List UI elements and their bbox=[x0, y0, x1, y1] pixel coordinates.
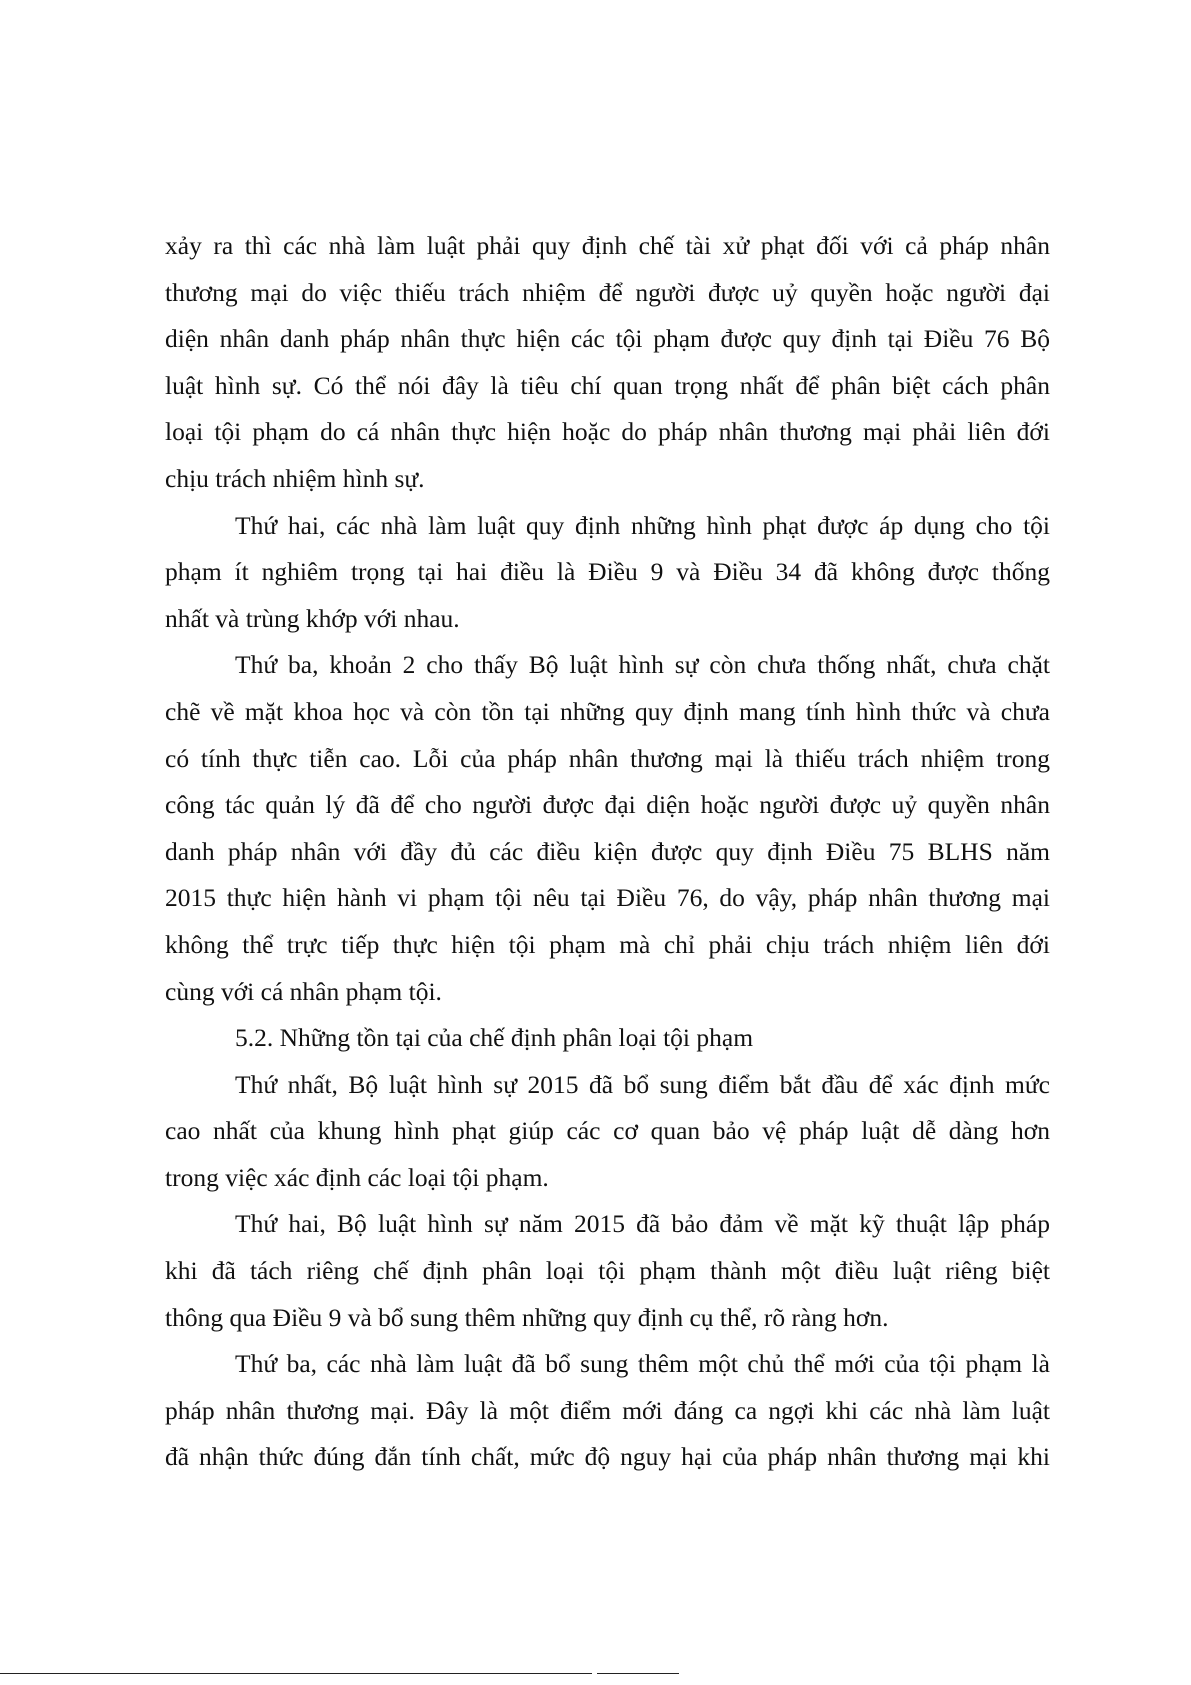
footer-rule bbox=[0, 1673, 592, 1674]
text-line: đã nhận thức đúng đắn tính chất, mức độ nguy hại của pháp nhân thương mại khi bbox=[165, 1442, 1050, 1472]
footer-rule-segment bbox=[597, 1673, 679, 1674]
text-line: cùng với cá nhân phạm tội. bbox=[165, 976, 442, 1006]
text-line: có tính thực tiễn cao. Lỗi của pháp nhân thương mại là thiếu trách nhiệm trong bbox=[165, 743, 1050, 773]
text-line: pháp nhân thương mại. Đây là một điểm mới đáng ca ngợi khi các nhà làm luật bbox=[165, 1395, 1050, 1425]
text-line: thương mại do việc thiếu trách nhiệm để người được uỷ quyền hoặc người đại bbox=[165, 277, 1050, 307]
text-line: diện nhân danh pháp nhân thực hiện các tội phạm được quy định tại Điều 76 Bộ bbox=[165, 324, 1050, 354]
text-line: Thứ hai, Bộ luật hình sự năm 2015 đã bảo đảm về mặt kỹ thuật lập pháp bbox=[235, 1209, 1050, 1239]
text-line: chẽ về mặt khoa học và còn tồn tại những quy định mang tính hình thức và chưa bbox=[165, 696, 1050, 726]
text-line: Thứ hai, các nhà làm luật quy định những hình phạt được áp dụng cho tội bbox=[235, 510, 1050, 540]
text-line: cao nhất của khung hình phạt giúp các cơ quan bảo vệ pháp luật dễ dàng hơn bbox=[165, 1116, 1050, 1146]
text-line: Thứ ba, khoản 2 cho thấy Bộ luật hình sự còn chưa thống nhất, chưa chặt bbox=[235, 650, 1050, 680]
text-line: công tác quản lý đã để cho người được đại diện hoặc người được uỷ quyền nhân bbox=[165, 790, 1050, 820]
section-heading: 5.2. Những tồn tại của chế định phân loại tội phạm bbox=[235, 1023, 754, 1053]
text-line: loại tội phạm do cá nhân thực hiện hoặc do pháp nhân thương mại phải liên đới bbox=[165, 417, 1050, 447]
text-line: nhất và trùng khớp với nhau. bbox=[165, 603, 460, 633]
text-line: luật hình sự. Có thể nói đây là tiêu chí quan trọng nhất để phân biệt cách phân bbox=[165, 370, 1050, 400]
text-line: khi đã tách riêng chế định phân loại tội phạm thành một điều luật riêng biệt bbox=[165, 1256, 1050, 1286]
text-line: không thể trực tiếp thực hiện tội phạm mà chỉ phải chịu trách nhiệm liên đới bbox=[165, 929, 1050, 959]
text-line: phạm ít nghiêm trọng tại hai điều là Điều 9 và Điều 34 đã không được thống bbox=[165, 557, 1050, 587]
text-line: trong việc xác định các loại tội phạm. bbox=[165, 1162, 549, 1192]
text-line: danh pháp nhân với đầy đủ các điều kiện được quy định Điều 75 BLHS năm bbox=[165, 836, 1050, 866]
text-line: Thứ ba, các nhà làm luật đã bổ sung thêm một chủ thể mới của tội phạm là bbox=[235, 1349, 1050, 1379]
text-line: Thứ nhất, Bộ luật hình sự 2015 đã bổ sung điểm bắt đầu để xác định mức bbox=[235, 1069, 1050, 1099]
text-line: xảy ra thì các nhà làm luật phải quy định chế tài xử phạt đối với cả pháp nhân bbox=[165, 231, 1050, 260]
document-body bbox=[165, 223, 1050, 1481]
text-line: chịu trách nhiệm hình sự. bbox=[165, 463, 425, 493]
text-line: thông qua Điều 9 và bổ sung thêm những quy định cụ thể, rõ ràng hơn. bbox=[165, 1302, 889, 1332]
text-line: 2015 thực hiện hành vi phạm tội nêu tại Điều 76, do vậy, pháp nhân thương mại bbox=[165, 883, 1050, 913]
